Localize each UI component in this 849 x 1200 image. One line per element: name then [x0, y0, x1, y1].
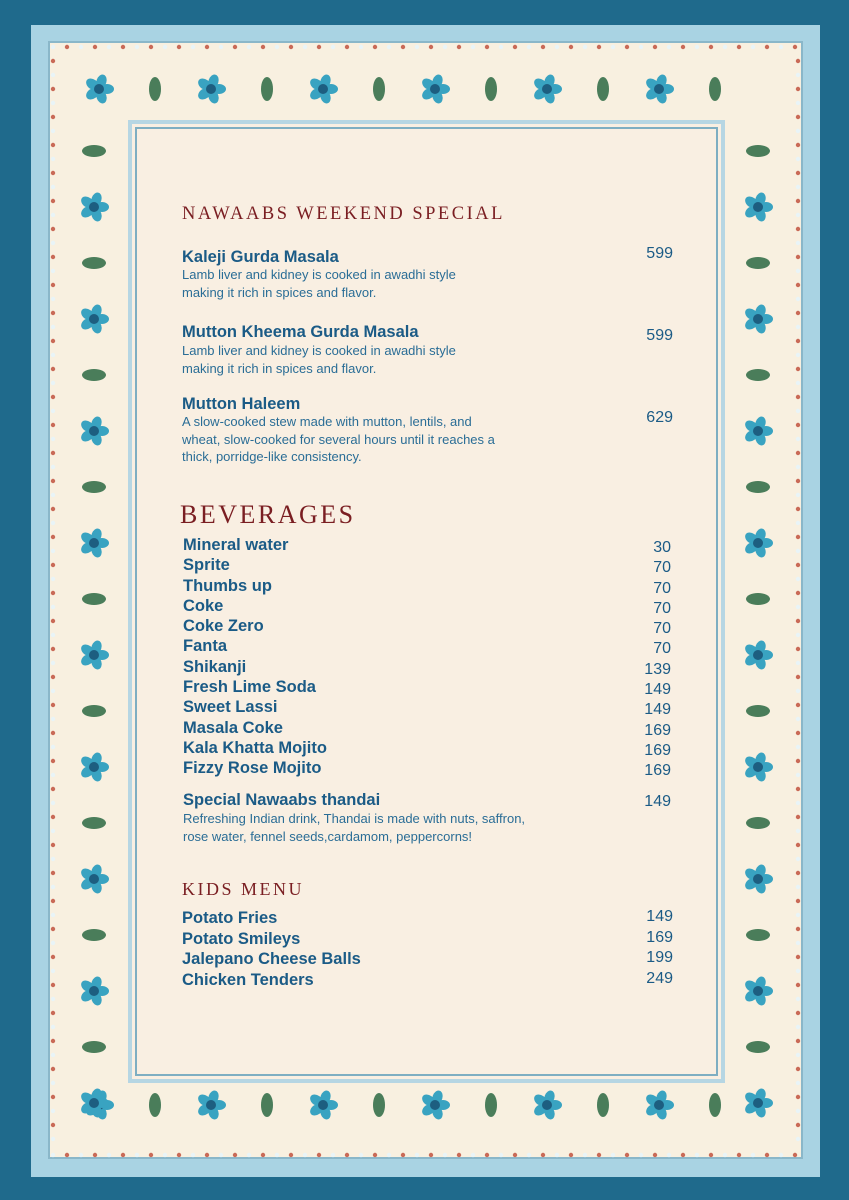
- flower-icon: [308, 1089, 338, 1121]
- leaf-icon: [82, 705, 106, 717]
- leaf-icon: [149, 77, 161, 101]
- leaf-icon: [373, 1093, 385, 1117]
- leaf-icon: [746, 145, 770, 157]
- list-item: Jalepano Cheese Balls 199: [182, 949, 673, 968]
- flower-icon: [420, 1089, 450, 1121]
- flower-icon: [743, 191, 773, 223]
- list-item: Sweet Lassi 149: [183, 698, 671, 719]
- flower-icon: [743, 975, 773, 1007]
- list-item: Coke Zero 70: [183, 617, 671, 638]
- leaf-icon: [82, 929, 106, 941]
- flower-icon: [743, 1087, 773, 1119]
- menu-item-price: 149: [644, 793, 671, 810]
- kids-list: [182, 909, 673, 991]
- beverages-title: BEVERAGES: [180, 500, 356, 529]
- leaf-icon: [149, 1093, 161, 1117]
- leaf-icon: [746, 929, 770, 941]
- flower-icon: [644, 73, 674, 105]
- flower-icon: [743, 303, 773, 335]
- list-item: Fizzy Rose Mojito 169: [183, 759, 671, 780]
- leaf-icon: [82, 257, 106, 269]
- flower-icon: [196, 73, 226, 105]
- flower-icon: [532, 1089, 562, 1121]
- flower-icon: [79, 751, 109, 783]
- leaf-icon: [82, 369, 106, 381]
- menu-item-desc: A slow-cooked stew made with mutton, lentils, and wheat, slow-cooked for several hours until it reaches a thick, porridge-like consistency.: [182, 414, 495, 464]
- leaf-icon: [597, 77, 609, 101]
- leaf-icon: [709, 1093, 721, 1117]
- flower-icon: [79, 527, 109, 559]
- list-item: Masala Coke 169: [183, 718, 671, 739]
- list-item: Potato Fries 149: [182, 908, 673, 927]
- list-item: Fanta 70: [183, 637, 671, 658]
- list-item: Chicken Tenders 249: [182, 969, 673, 989]
- flower-icon: [420, 73, 450, 105]
- leaf-icon: [373, 77, 385, 101]
- flower-icon: [644, 1089, 674, 1121]
- list-item: Coke 70: [183, 596, 671, 617]
- menu-item-desc: Lamb liver and kidney is cooked in awadhi style making it rich in spices and flavor.: [182, 267, 456, 300]
- list-item: Shikanji 139: [183, 657, 671, 678]
- leaf-icon: [82, 817, 106, 829]
- list-item: Thumbs up 70: [183, 576, 671, 597]
- menu-item-name: Kaleji Gurda Masala: [182, 248, 339, 266]
- flower-icon: [743, 639, 773, 671]
- flower-icon: [743, 415, 773, 447]
- flower-icon: [743, 751, 773, 783]
- menu-item-price: 629: [646, 409, 673, 426]
- leaf-icon: [261, 1093, 273, 1117]
- flower-icon: [79, 863, 109, 895]
- flower-icon: [84, 73, 114, 105]
- leaf-icon: [746, 481, 770, 493]
- leaf-icon: [709, 77, 721, 101]
- flower-icon: [196, 1089, 226, 1121]
- leaf-icon: [746, 369, 770, 381]
- list-item: Kala Khatta Mojito 169: [183, 738, 671, 759]
- leaf-icon: [485, 1093, 497, 1117]
- flower-icon: [79, 639, 109, 671]
- list-item: Potato Smileys 169: [182, 928, 673, 948]
- leaf-icon: [746, 1041, 770, 1053]
- flower-icon: [308, 73, 338, 105]
- leaf-icon: [746, 705, 770, 717]
- leaf-icon: [746, 593, 770, 605]
- list-item: Mineral water 30: [183, 536, 671, 556]
- flower-icon: [79, 415, 109, 447]
- leaf-icon: [746, 817, 770, 829]
- leaf-icon: [746, 257, 770, 269]
- list-item: Fresh Lime Soda 149: [183, 678, 671, 699]
- menu-item-name: Mutton Kheema Gurda Masala: [182, 323, 419, 341]
- menu-item-price: 599: [646, 245, 673, 262]
- flower-icon: [532, 73, 562, 105]
- leaf-icon: [597, 1093, 609, 1117]
- flower-icon: [743, 527, 773, 559]
- menu-item-name: Mutton Haleem: [182, 395, 301, 413]
- weekend-special-title: NAWAABS WEEKEND SPECIAL: [182, 204, 505, 224]
- menu-item-desc: Lamb liver and kidney is cooked in awadhi style making it rich in spices and flavor.: [182, 343, 456, 376]
- leaf-icon: [82, 481, 106, 493]
- kids-menu-title: KIDS MENU: [182, 879, 305, 899]
- flower-icon: [79, 191, 109, 223]
- flower-icon: [79, 975, 109, 1007]
- menu-item-name: Special Nawaabs thandai: [183, 791, 381, 809]
- beverages-list: [183, 536, 673, 780]
- menu-item-desc: Refreshing Indian drink, Thandai is made with nuts, saffron, rose water, fennel seeds,cardamom, peppercorns!: [183, 811, 526, 844]
- leaf-icon: [82, 1041, 106, 1053]
- leaf-icon: [261, 77, 273, 101]
- leaf-icon: [485, 77, 497, 101]
- flower-icon: [743, 863, 773, 895]
- list-item: Sprite 70: [183, 556, 671, 577]
- leaf-icon: [82, 593, 106, 605]
- leaf-icon: [82, 145, 106, 157]
- flower-icon: [79, 303, 109, 335]
- menu-item-price: 599: [646, 327, 673, 344]
